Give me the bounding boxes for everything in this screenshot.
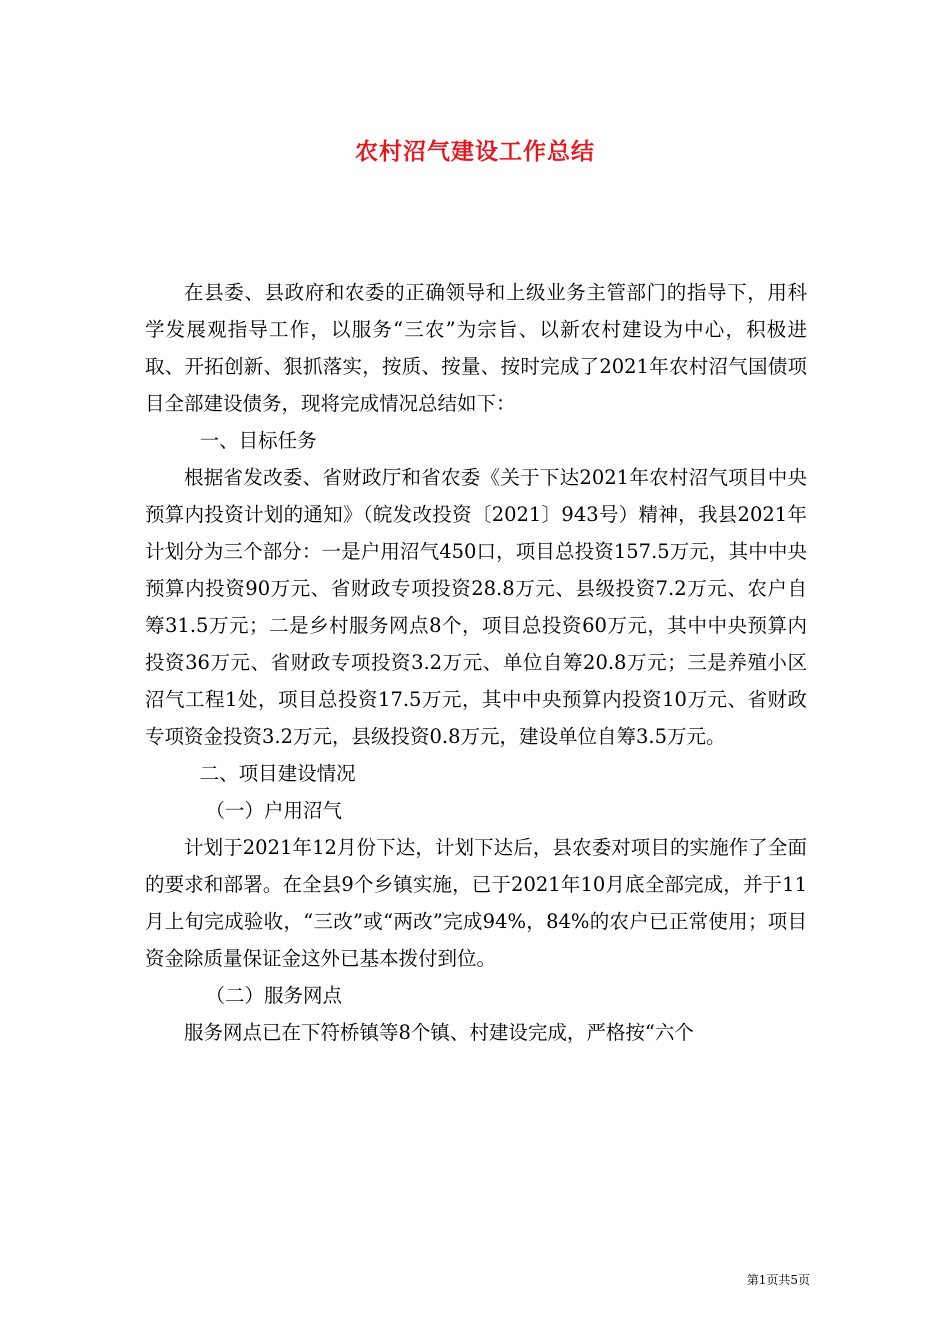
subsection-heading-household-biogas: （一）户用沼气 bbox=[205, 799, 342, 822]
document-body bbox=[145, 274, 807, 1051]
subsection-heading-service-points: （二）服务网点 bbox=[205, 984, 342, 1007]
intro-paragraph: 在县委、县政府和农委的正确领导和上级业务主管部门的指导下，用科学发展观指导工作，以服务“三农”为宗旨、以新农村建设为中心，积极进取、开拓创新、狠抓落实，按质、按量、按时完成了2021年农村沼气国债项目全部建设债务，现将完成情况总结如下： bbox=[145, 281, 807, 415]
section-heading-targets: 一、目标任务 bbox=[199, 429, 317, 452]
household-biogas-paragraph: 计划于2021年12月份下达，计划下达后，县农委对项目的实施作了全面的要求和部署。在全县9个乡镇实施，已于2021年10月底全部完成，并于11月上旬完成验收，“三改”或“两改”完成94%，84%的农户已正常使用；项目资金除质量保证金这外已基本拨付到位。 bbox=[145, 836, 807, 970]
targets-paragraph: 根据省发改委、省财政厅和省农委《关于下达2021年农村沼气项目中央预算内投资计划的通知》（皖发改投资〔2021〕943号）精神，我县2021年计划分为三个部分：一是户用沼气450口，项目总投资157.5万元，其中中央预算内投资90万元、省财政专项投资28.8万元、县级投资7.2万元、农户自筹31.5万元；二是乡村服务网点8个，项目总投资60万元，其中中央预算内投资36万元、省财政专项投资3.2万元、单位自筹20.8万元；三是养殖小区沼气工程1处，项目总投资17.5万元，其中中央预算内投资10万元、省财政专项资金投资3.2万元，县级投资0.8万元，建设单位自筹3.5万元。 bbox=[145, 466, 807, 748]
service-points-paragraph: 服务网点已在下符桥镇等8个镇、村建设完成，严格按“六个 bbox=[184, 1021, 694, 1044]
page-number: 第1页共5页 bbox=[746, 1273, 810, 1287]
section-heading-construction: 二、项目建设情况 bbox=[199, 762, 356, 785]
document-title: 农村沼气建设工作总结 bbox=[355, 138, 595, 165]
